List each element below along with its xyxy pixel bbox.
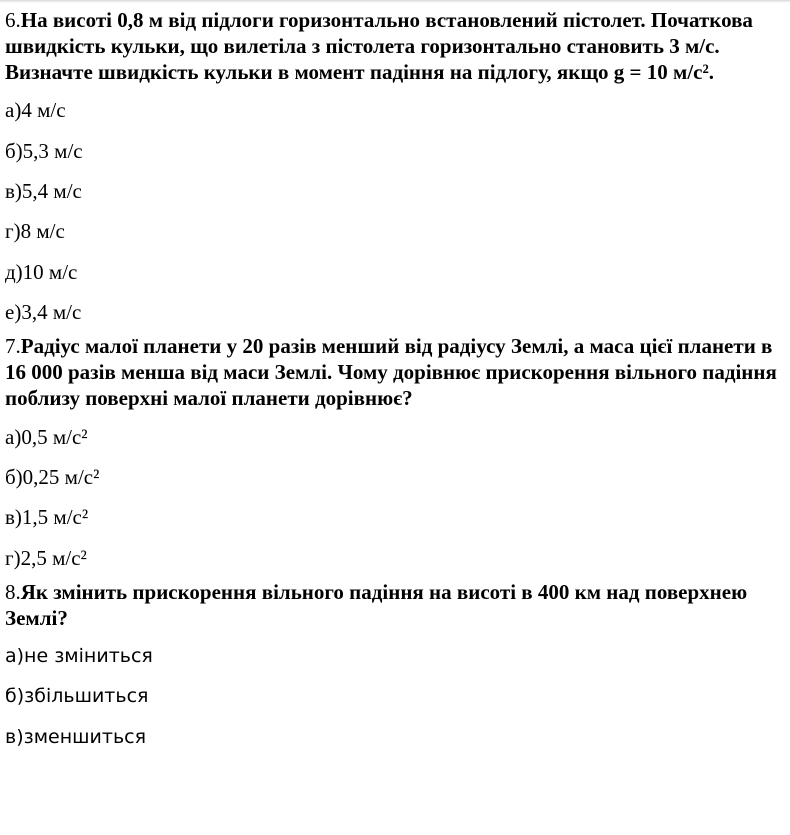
question-8 <box>5 579 785 631</box>
option-g[interactable]: г)2,5 м/с² <box>5 545 87 570</box>
option-v[interactable]: в)1,5 м/с² <box>5 505 89 530</box>
question-number: 8. <box>5 579 21 604</box>
question-text: Радіус малої планети у 20 разів менший від радіусу Землі, а маса цієї планети в 16 000 разів менша від маси Землі. Чому дорівнює прискорення вільного падіння поблизу поверхні малої планети дорівнює? <box>5 334 777 411</box>
option-a[interactable]: а)4 м/с <box>5 98 66 123</box>
question-number: 7. <box>5 334 21 359</box>
question-6 <box>5 7 785 85</box>
option-d[interactable]: д)10 м/с <box>5 259 78 284</box>
option-a[interactable]: а)не зміниться <box>5 645 153 668</box>
option-e[interactable]: е)3,4 м/с <box>5 300 82 325</box>
question-text: Як змінить прискорення вільного падіння на висоті в 400 км над поверхнею Землі? <box>5 579 748 630</box>
question-text: На висоті 0,8 м від підлоги горизонтально встановлений пістолет. Початкова швидкість кульки, що вилетіла з пістолета горизонтально становить 3 м/с. Визначте швидкість кульки в момент падіння на підлогу, якщо g = 10 м/с². <box>5 8 753 84</box>
option-b[interactable]: б)0,25 м/с² <box>5 464 100 489</box>
option-g[interactable]: г)8 м/с <box>5 219 65 244</box>
options-8 <box>5 636 785 757</box>
question-7 <box>5 333 785 411</box>
option-a[interactable]: а)0,5 м/с² <box>5 424 88 449</box>
document-page <box>5 5 785 757</box>
question-number: 6. <box>5 8 21 32</box>
option-b[interactable]: б)5,3 м/с <box>5 138 83 163</box>
top-shadow <box>0 0 790 3</box>
options-7 <box>5 416 785 578</box>
option-v[interactable]: в)5,4 м/с <box>5 178 82 203</box>
option-v[interactable]: в)зменшиться <box>5 725 147 748</box>
option-b[interactable]: б)збільшиться <box>5 685 149 708</box>
options-6 <box>5 90 785 332</box>
